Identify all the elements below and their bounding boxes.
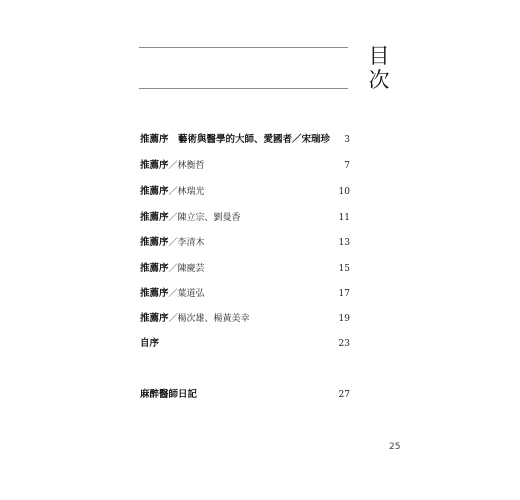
toc-page-number: 10 [338,187,350,197]
top-rule [139,47,348,48]
toc-entry[interactable] [140,262,350,276]
toc-entry-author: ／陳慶芸 [168,264,205,274]
toc-entry-author: ／林衡哲 [168,161,205,171]
title-char-2: 次 [368,68,390,92]
toc-entry-lead: 推薦序 [140,288,169,299]
toc-page-number: 27 [338,390,350,400]
toc-entry[interactable] [140,236,350,250]
toc-entry-author: ／楊次雄、楊黃美幸 [168,314,250,324]
toc-entry-lead: 推薦序 [140,186,169,197]
toc-page-number: 17 [338,289,350,299]
toc-entry-author: ／葉道弘 [168,289,205,299]
toc-entry[interactable] [140,287,350,301]
toc-entry[interactable] [140,312,350,326]
toc-page-number: 11 [338,213,350,223]
toc-entry-lead: 推薦序 [140,160,169,171]
toc-entry-lead: 推薦序 [140,134,169,145]
toc-entry-lead: 自序 [140,338,160,349]
toc-entry[interactable] [140,133,350,147]
toc-entry-lead: 推薦序 [140,263,169,274]
page-number: 25 [389,442,401,452]
toc-entry[interactable] [140,388,350,402]
toc-entry-lead: 推薦序 [140,313,169,324]
toc-entry-author: ／陳立宗、劉曼香 [168,213,241,223]
toc-page-number: 3 [344,135,350,145]
toc-entry-lead: 推薦序 [140,237,169,248]
toc-page-number: 7 [344,161,350,171]
toc-entry[interactable] [140,159,350,173]
title-char-1: 目 [368,44,390,68]
toc-entry-lead: 推薦序 [140,212,169,223]
toc-page-number: 15 [338,264,350,274]
toc-page-number: 13 [338,238,350,248]
toc-entry[interactable] [140,211,350,225]
toc-entry-author: ／李清木 [168,238,205,248]
toc-page-number: 23 [338,339,350,349]
page-title [366,44,392,92]
toc-page-number: 19 [338,314,350,324]
toc-entry-lead: 麻醉醫師日記 [140,389,198,400]
toc-entry[interactable] [140,185,350,199]
toc-entry[interactable] [140,337,350,351]
toc-entry-title: 藝術與醫學的大師、愛國者／宋瑞珍 [168,134,331,145]
toc-entry-author: ／林瑞光 [168,187,205,197]
bottom-rule [139,88,348,89]
